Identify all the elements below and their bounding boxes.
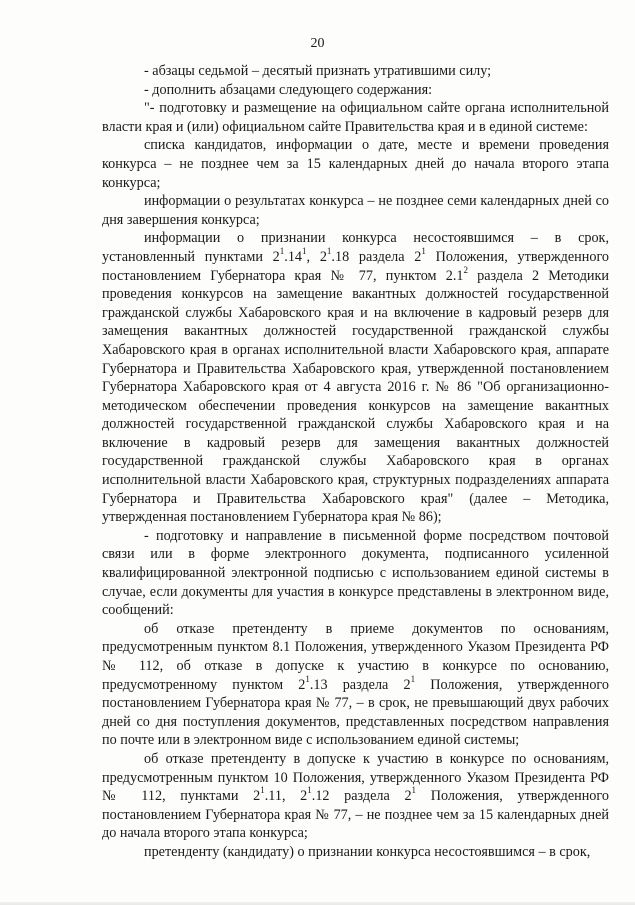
paragraph: претенденту (кандидату) о признании конкурса несостоявшимся – в срок, <box>144 843 591 860</box>
page-number: 20 <box>310 36 325 51</box>
document-body <box>102 62 609 862</box>
paragraph: об отказе претенденту в допуске к участию в конкурсе по основаниям, предусмотренным пунктом 10 Положения, утвержденного Указом Президента РФ № 112, пунктами $2^1.11$, $2^1.12$ раздела $2^1$ Положения, утвержденного постановлением Губернатора края № 77, – не позднее чем за 15 календарных дней до начала второго этапа конкурса; <box>102 750 609 842</box>
paragraph: информации о результатах конкурса – не позднее семи календарных дней со дня завершения конкурса; <box>102 193 609 228</box>
paragraph: - подготовку и направление в письменной форме посредством почтовой связи или в форме электронного документа, подписанного усиленной квалифицированной электронной подписью с использованием единой системы в случае, если документы для участия в конкурсе представлены в электронном виде, сообщений: <box>102 527 609 619</box>
paragraph: - абзацы седьмой – десятый признать утратившими силу; <box>144 63 492 79</box>
paragraph: списка кандидатов, информации о дате, месте и времени проведения конкурса – не позднее чем за 15 календарных дней до начала второго этапа конкурса; <box>102 137 609 191</box>
paragraph: - дополнить абзацами следующего содержания: <box>144 81 433 98</box>
paragraph: "- подготовку и размещение на официальном сайте органа исполнительной власти края и (или) официальном сайте Правительства края и в единой системе: <box>102 100 609 135</box>
paragraph: информации о признании конкурса несостоявшимся – в срок, установленный пунктами $2^1.14^1$, $2^1.18$ раздела $2^1$ Положения, утвержденного постановлением Губернатора края № 77, пунктом $2.1^2$ раздела 2 Методики проведения конкурсов на замещение вакантных должностей государственной гражданской службы Хабаровского края и на включение в кадровый резерв для замещения вакантных должностей государственной гражданской службы Хабаровского края в органах исполнительной власти Хабаровского края, аппарате Губернатора и Правительства Хабаровского края, утвержденной постановлением Губернатора Хабаровского края от 4 августа 2016 г. № 86 "Об организационно-методическом обеспечении проведения конкурсов на замещение вакантных должностей государственной гражданской службы Хабаровского края и на включение в кадровый резерв для замещения вакантных должностей государственной гражданской службы Хабаровского края в органах исполнительной власти Хабаровского края, структурных подразделениях аппарата Губернатора и Правительства Хабаровского края" (далее – Методика, утвержденная постановлением Губернатора края № 86); <box>102 230 609 526</box>
paragraph: об отказе претенденту в приеме документов по основаниям, предусмотренным пунктом 8.1 Положения, утвержденного Указом Президента РФ № 112, об отказе в допуске к участию в конкурсе по основанию, предусмотренному пунктом $2^1.13$ раздела $2^1$ Положения, утвержденного постановлением Губернатора края № 77, – в срок, не превышающий двух рабочих дней со дня поступления документов, представленных посредством направления по почте или в электронном виде с использованием единой системы; <box>102 620 609 749</box>
